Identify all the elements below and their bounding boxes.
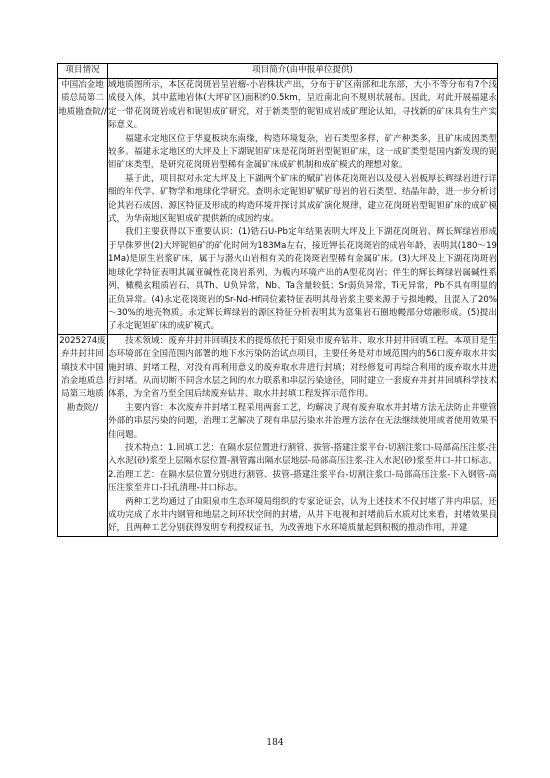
summary-paragraph: 域地质图所示，本区花岗斑岩呈岩瘤-小岩株状产出，分布于矿区南部和北东部，大小不等分布有7个浅成侵入体，其中蓝地岩体(大坪矿区)面积约0.5km，呈近南北向不规则状展布。因此，对此开展福建永定一带花岗斑岩成岩和铌钽成矿研究，对于新类型的铌钽成岩成矿理论认知，寻找新的矿床具有生产实际意义。 [108,80,497,131]
table-row [58,79,498,335]
summary-paragraph: 主要内容：本次废弃井封堵工程采用两套工艺，均解决了现有废弃取水井封堵方法无法防止井壁管外部的串层污染的问题，治理工艺解决了现有串层污染水井治理方法存在无法继续使用或者使用效果不佳问题。 [108,402,497,440]
summary-paragraph: 基于此，项目拟对永定大坪及上下湖两个矿床的赋矿岩体花岗斑岩以及侵入岩板厚长辉绿岩进行详细的年代学、矿物学和地球化学研究。查明永定铌钽矿赋矿母岩的岩石类型、结晶年龄，进一步分析讨论其岩石成因、源区特征及形成的构造环境并探讨其成矿演化规律，建立花岗斑岩型铌钽矿床的成矿模式，为华南地区铌钽成矿提供新的成因约束。 [108,173,497,225]
project-info-cell: 中国冶金地质总局第二地质勘查院// [58,79,108,335]
project-summary-cell [108,79,498,335]
table-header-row [58,64,498,79]
project-info-cell: 2025274废弃井封井回填技术中国冶金地质总局第三地质勘查院// [58,334,108,536]
summary-paragraph: 两种工艺均通过了由阳泉市生态环境局组织的专家论证会，认为上述技术不仅封堵了井内串层，还成功完成了水井内钢管和地层之间环状空间的封堵，从井下电视和封堵前后水质对比来看，封堵效果良好，且两种工艺分别获得发明专利授权证书，为改善地下水环境质量起到积极的推动作用，并建 [108,496,497,534]
project-table [57,63,498,537]
header-project-info: 项目情况 [58,64,108,79]
summary-paragraph: 技术领域：废弃井封井回填技术的提炼依托于阳泉市废弃钻井、取水井封井回填工程。本项目是生态环境部在全国范围内部署的地下水污染防治试点项目，主要任务是对市域范围内的56口废弃取水井实施封填、封堵工程，对没有再利用意义的废弃取水井进行封填；对经修复可再综合利用的废弃取水井进行封堵。从而切断不同含水层之间的水力联系和串层污染途径，同时建立一套废弃井封井回填科学技术体系，为全省乃至全国后续废弃钻井、取水井封填工程发挥示范作用。 [108,335,497,400]
summary-paragraph: 福建永定地区位于华夏板块东南缘，构造环境复杂，岩石类型多样，矿产种类多，且矿床成因类型较多。福建永定地区的大坪及上下湖铌钽矿床是花岗斑岩型铌钽矿床，这一成矿类型是国内新发现的铌钽矿床类型，是研究花岗斑岩型稀有金属矿床成矿机制和成矿模式的理想对象。 [108,133,497,171]
header-project-summary: 项目简介(由申报单位提供) [108,64,498,79]
table-row [58,334,498,536]
project-summary-cell [108,334,498,536]
summary-paragraph: 技术特点：1.回填工艺：在隔水层位置进行割管、拔管-搭建注浆平台-切割注浆口-局部高压注浆-注入水泥(砂)浆至上层隔水层位置-割管露出隔水层地层-局部高压注浆-注入水泥(砂)浆至井口-井口标志。2.治理工艺：在隔水层位置分别进行割管、拔管-搭建注浆平台-切割注浆口-局部高压注浆-下入钢管-高压注浆至井口-扫孔清理-井口标志。 [108,442,497,494]
summary-paragraph: 我们主要获得以下重要认识：(1)锆石U-Pb定年结果表明大坪及上下湖花岗斑岩、辉长辉绿岩形成于早侏罗世(2)大坪铌钽矿的矿化时间为183Ma左右，接近钾长花岗斑岩的成岩年龄，表明其(180～191Ma)是原生岩浆矿床，属于与潜火山岩相有关的花岗斑岩型稀有金属矿床。(3)大坪及上下湖花岗斑岩地球化学特征表明其属亚碱性花岗岩系列，为板内环境产出的A型花岗岩；伴生的辉长辉绿岩属碱性系列，橄榄玄粗质岩石，具Th、U负异常，Nb、Ta含量较低；Sr弱负异常，Ti无异常，Pb不具有明显的正负异常。(4)永定花岗斑岩的Sr-Nd-Hf同位素特征表明其母岩浆主要来源于亏损地幔，且混入了20%～30%的地壳物质。永定辉长辉绿岩的源区特征分析表明其为富集岩石圈地幔部分熔融形成。(5)提出了永定铌钽矿床的成矿模式。 [108,227,497,332]
page-number: 184 [266,738,284,748]
